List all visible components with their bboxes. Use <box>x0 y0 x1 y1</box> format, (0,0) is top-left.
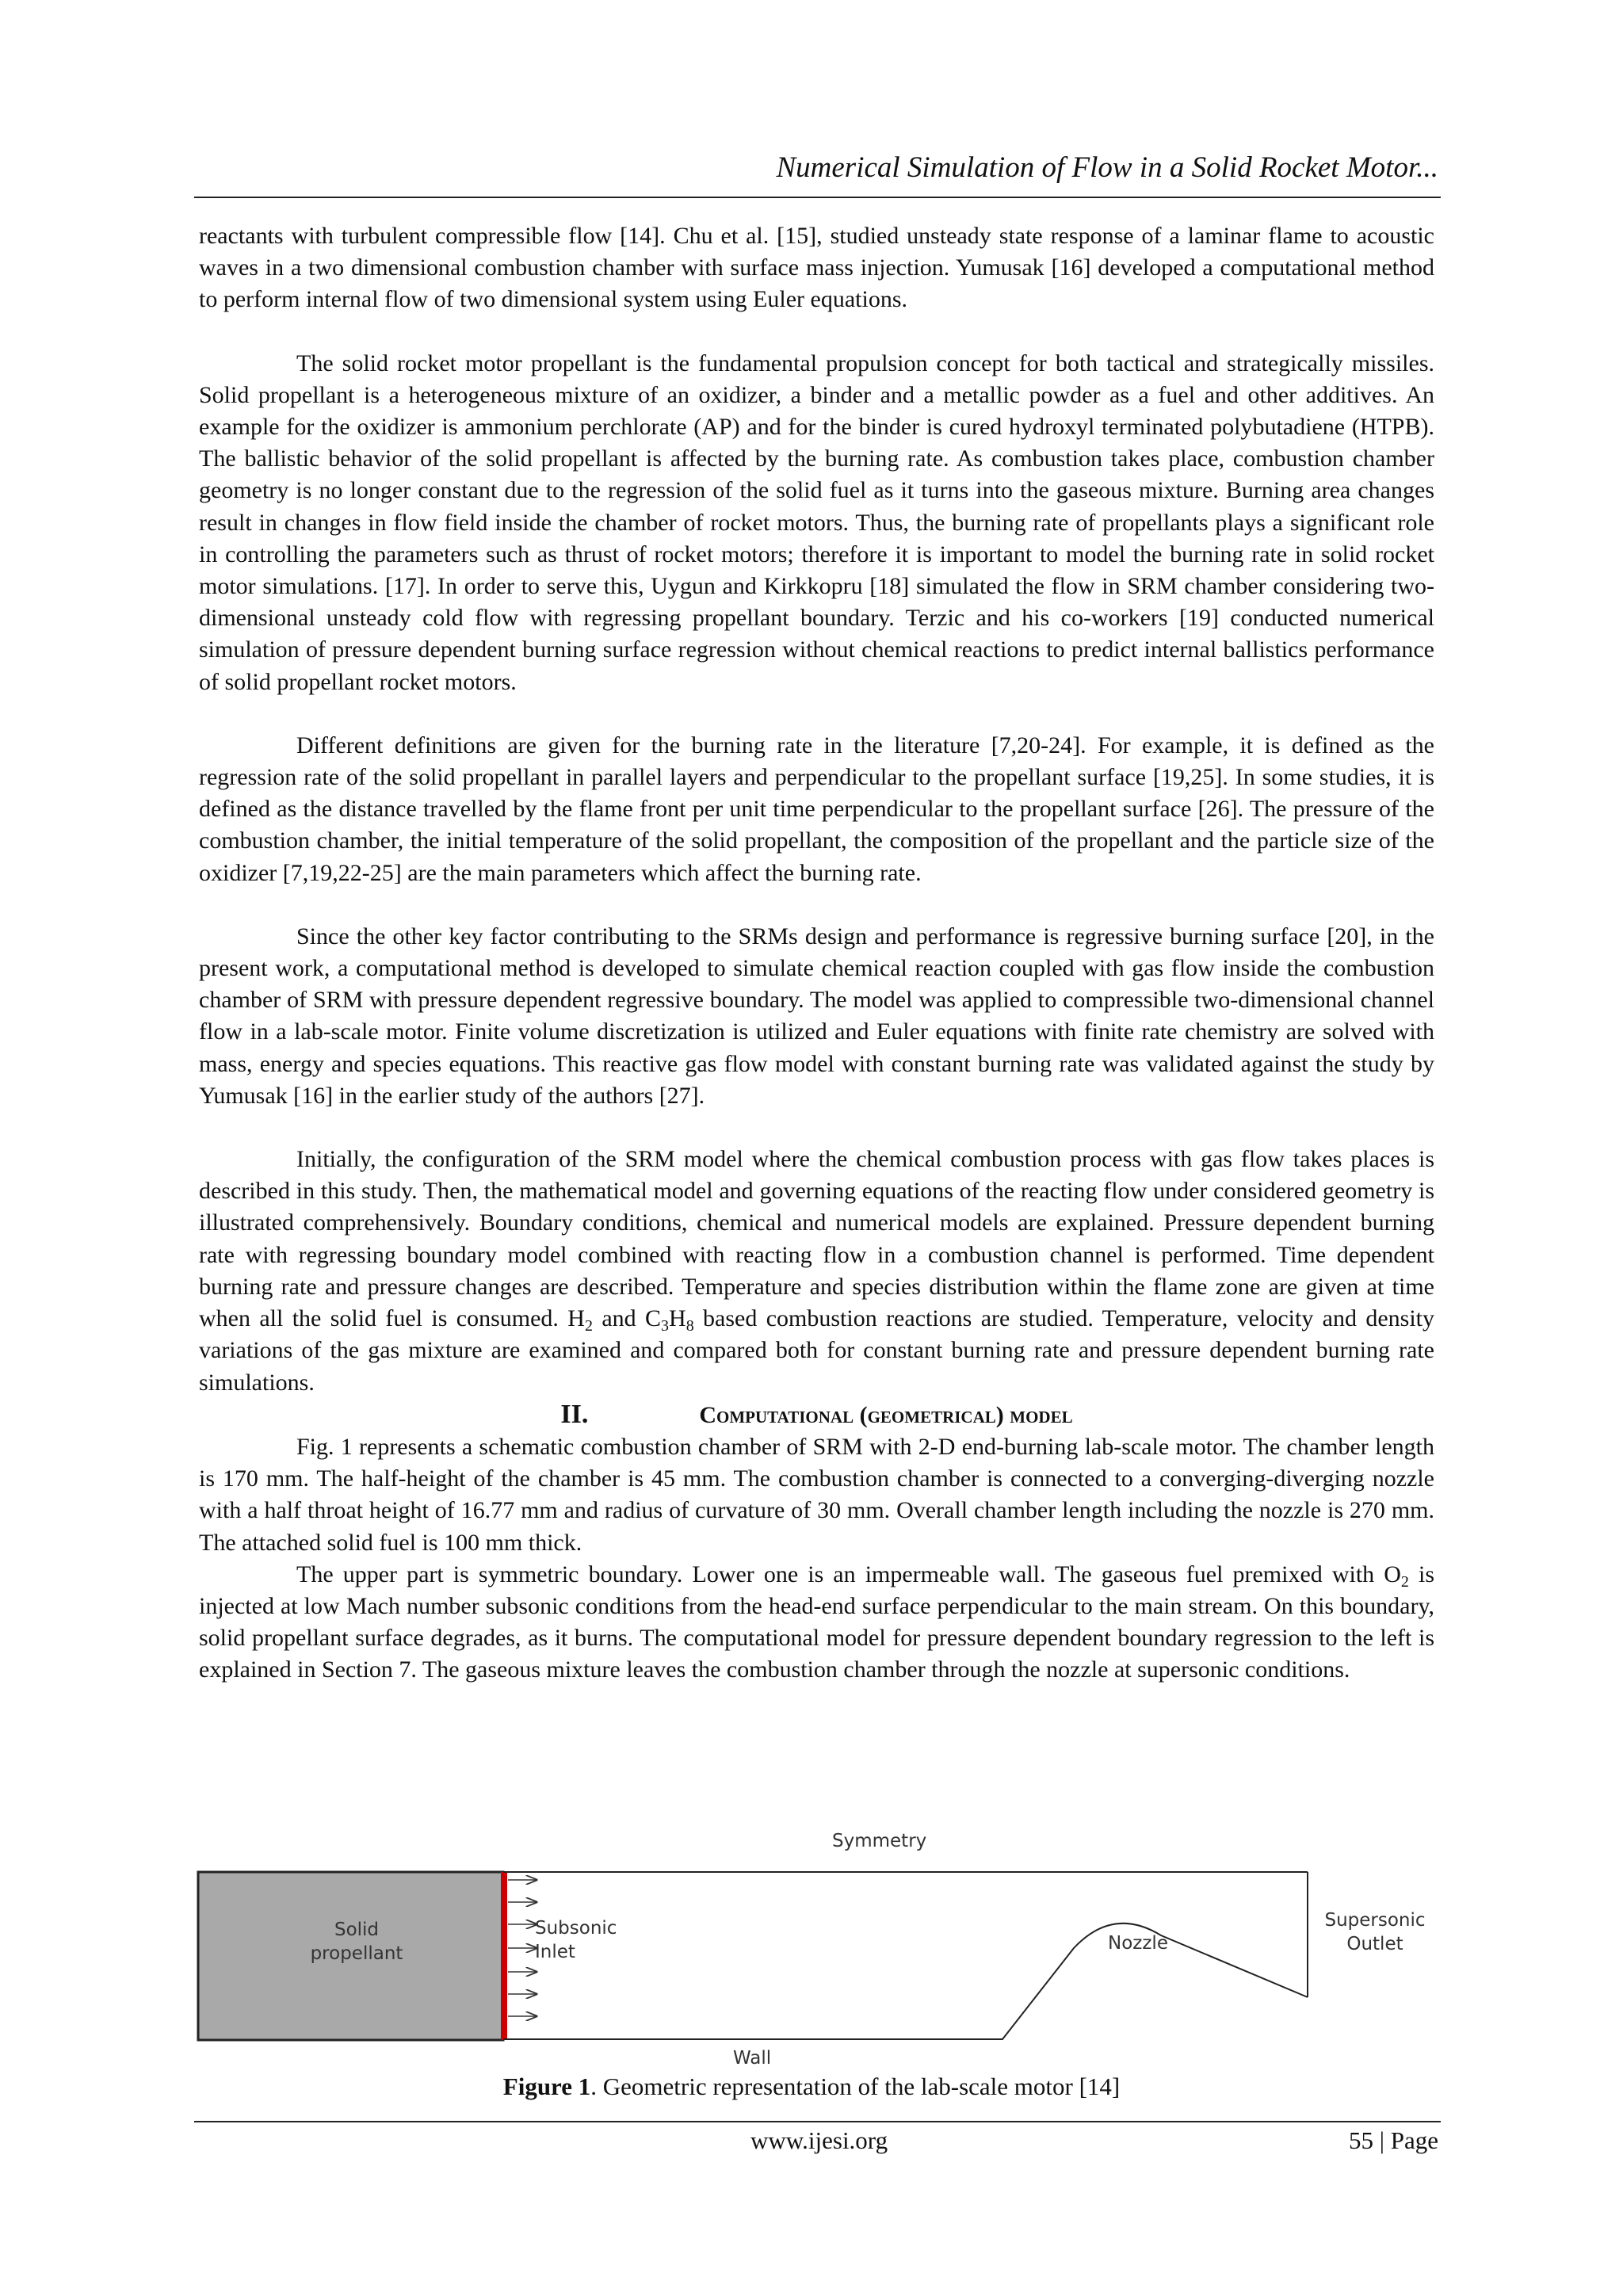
paragraph: Initially, the configuration of the SRM model where the chemical combustion process with gas flow takes places is described in this study. Then, the mathematical model and governing equations of the reacting flow under considered geometry is illustrated comprehensively. Boundary conditions, chemical and numerical models are explained. Pressure dependent burning rate with regressing boundary model combined with reacting flow in a combustion channel is performed. Time dependent burning rate and pressure changes are described. Temperature and species distribution within the flame zone are given at time when all the solid fuel is consumed. $H_2$ and $C_3H_8$ based combustion reactions are studied. Temperature, velocity and density variations of the gas mixture are examined and compared both for constant burning rate and pressure dependent burning rate simulations. <box>199 1146 1435 1396</box>
paragraph: The solid rocket motor propellant is the fundamental propulsion concept for both tactical and strategically missiles. Solid propellant is a heterogeneous mixture of an oxidizer, a binder and a metallic powder as a fuel and other additives. An example for the oxidizer is ammonium perchlorate (AP) and for the binder is cured hydroxyl terminated polybutadiene (HTPB). The ballistic behavior of the solid propellant is affected by the burning rate. As combustion takes place, combustion chamber geometry is no longer constant due to the regression of the solid fuel as it turns into the gaseous mixture. Burning area changes result in changes in flow field inside the chamber of rocket motors. Thus, the burning rate of propellants plays a significant role in controlling the parameters such as thrust of rocket motors; therefore it is important to model the burning rate in solid rocket motor simulations. [17]. In order to serve this, Uygun and Kirkkopru [18] simulated the flow in SRM chamber considering two-dimensional unsteady cold flow with regressing propellant boundary. Terzic and his co-workers [19] conducted numerical simulation of pressure dependent burning surface regression without chemical reactions to predict internal ballistics performance of solid propellant rocket motors. <box>199 350 1434 695</box>
section-number: II. <box>560 1399 589 1429</box>
burning-surface <box>501 1872 507 2040</box>
paragraph: The upper part is symmetric boundary. Lower one is an impermeable wall. The gaseous fuel premixed with $O_2$ is injected at low Mach number subsonic conditions from the head-end surface perpendicular to the main stream. On this boundary, solid propellant surface degrades, as it burns. The computational model for pressure dependent boundary regression to the left is explained in Section 7. The gaseous mixture leaves the combustion chamber through the nozzle at supersonic conditions. <box>199 1561 1434 1683</box>
supersonic-outlet-label: Supersonic Outlet <box>1324 1910 1426 1954</box>
nozzle-label: Nozzle <box>1108 1933 1168 1954</box>
section-heading <box>199 1399 1434 1431</box>
header-rule <box>194 197 1441 198</box>
paragraph: Fig. 1 represents a schematic combustion chamber of SRM with 2-D end-burning lab-scale motor. The chamber length is 170 mm. The half-height of the chamber is 45 mm. The combustion chamber is connected to a converging-diverging nozzle with a half throat height of 16.77 mm and radius of curvature of 30 mm. Overall chamber length including the nozzle is 270 mm. The attached solid fuel is 100 mm thick. <box>199 1433 1434 1556</box>
paragraph: reactants with turbulent compressible flow [14]. Chu et al. [15], studied unsteady state response of a laminar flame to acoustic waves in a two dimensional combustion chamber with surface mass injection. Yumusak [16] developed a computational method to perform internal flow of two dimensional system using Euler equations. <box>199 223 1434 313</box>
footer-url: www.ijesi.org <box>750 2126 888 2154</box>
solid-propellant-label: Solid propellant <box>310 1920 403 1964</box>
figure-caption <box>0 2073 1623 2101</box>
section-title: Computational (geometrical) model <box>699 1401 1073 1428</box>
figure-motor-geometry <box>194 1823 1441 2076</box>
figure-caption-label: Figure 1 <box>502 2073 591 2100</box>
figure-caption-text: . Geometric representation of the lab-scale motor [14] <box>590 2073 1121 2100</box>
body-text <box>199 220 1434 1687</box>
subsonic-inlet-label: Subsonic Inlet <box>535 1918 617 1962</box>
wall-label: Wall <box>733 2048 772 2069</box>
symmetry-label: Symmetry <box>832 1831 927 1851</box>
footer-page-number: 55 | Page <box>1349 2126 1438 2154</box>
wall-and-nozzle-contour <box>503 1924 1308 2039</box>
running-header: Numerical Simulation of Flow in a Solid Rocket Motor... <box>776 151 1438 184</box>
paragraph: Since the other key factor contributing to the SRMs design and performance is regressive burning surface [20], in the present work, a computational method is developed to simulate chemical reaction coupled with gas flow inside the combustion chamber of SRM with pressure dependent regressive boundary. The model was applied to compressible two-dimensional channel flow in a lab-scale motor. Finite volume discretization is utilized and Euler equations with finite rate chemistry are solved with mass, energy and species equations. This reactive gas flow model with constant burning rate was validated against the study by Yumusak [16] in the earlier study of the authors [27]. <box>199 923 1434 1109</box>
footer-rule <box>194 2121 1441 2122</box>
inlet-arrows <box>508 1880 537 2016</box>
paragraph: Different definitions are given for the burning rate in the literature [7,20-24]. For example, it is defined as the regression rate of the solid propellant in parallel layers and perpendicular to the propellant surface [19,25]. In some studies, it is defined as the distance travelled by the flame front per unit time perpendicular to the propellant surface [26]. The pressure of the combustion chamber, the initial temperature of the solid propellant, the composition of the propellant and the particle size of the oxidizer [7,19,22-25] are the main parameters which affect the burning rate. <box>199 732 1434 886</box>
